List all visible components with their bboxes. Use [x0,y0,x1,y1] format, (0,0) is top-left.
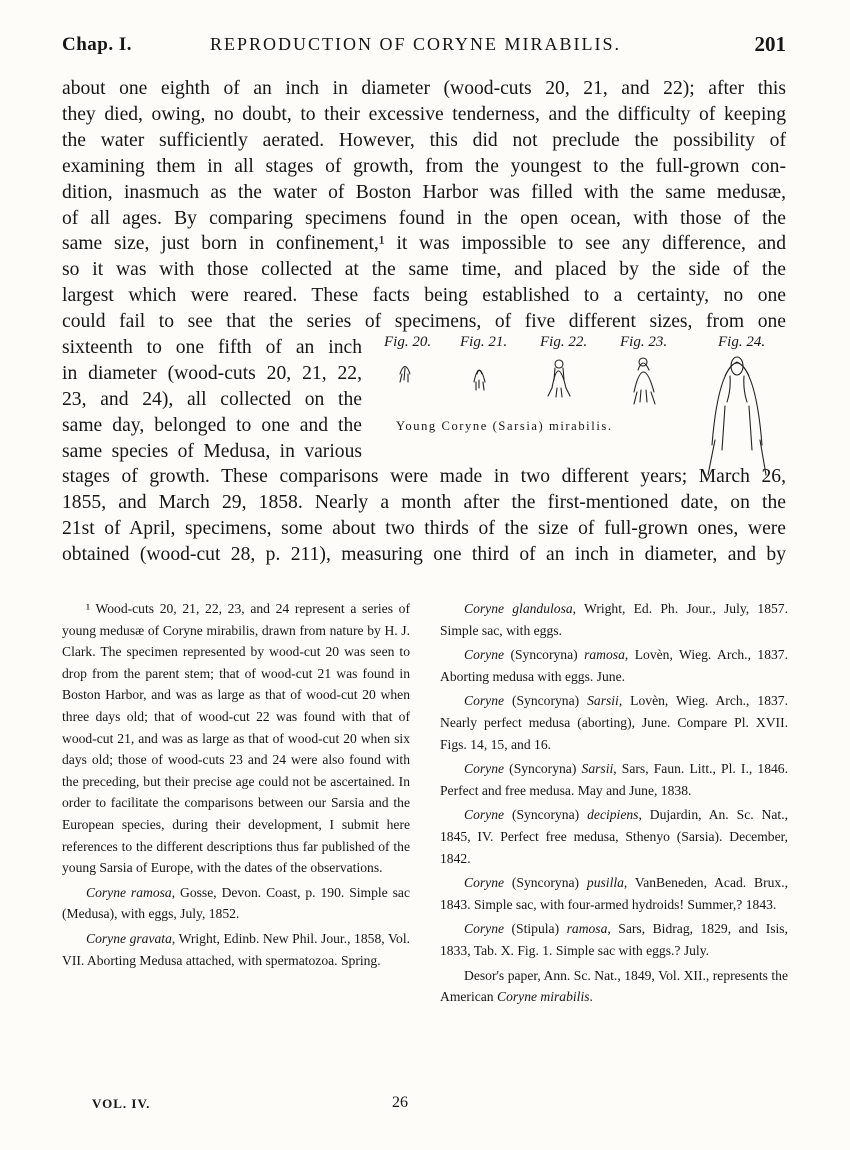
medusa-fig-24-drawing [708,357,766,475]
text-line: stages of growth. These comparisons were made in two different years; March 26, [62,466,786,488]
closing-text: Desor's paper, Ann. Sc. Nat., 1849, Vol. XII., represents the American [440,967,788,1005]
medusa-drawings [382,330,786,480]
medusa-fig-20-drawing [400,367,410,383]
species-name: Sarsii [587,693,619,709]
fig-label-23: Fig. 23. [620,334,668,351]
reference-text: , Lovèn, Wieg. Arch., 1837. Aborting medusa with eggs. June. [440,647,788,684]
species-name: Coryne mirabilis [497,989,590,1005]
fig-label-20: Fig. 20. [384,334,432,351]
species-name: ramosa [584,647,625,663]
running-title: REPRODUCTION OF CORYNE MIRABILIS. [210,34,622,54]
species-name: Coryne gravata [86,930,172,946]
footnote-column-right [440,598,788,1011]
reference-text: , Gosse, Devon. Coast, p. 190. Simple sac (Medusa), with eggs, July, 1852. [62,884,410,922]
genus-name: Coryne [464,647,505,663]
species-name: pusilla [586,875,624,891]
text-line: in diameter (wood-cuts 20, 21, 22, [62,362,362,384]
text-line: 1855, and March 29, 1858. Nearly a month after the first-mentioned date, on the [62,491,786,513]
reference-entry [62,928,410,971]
text-line: obtained (wood-cut 28, p. 211), measuring one third of an inch in diameter, and by [62,543,786,565]
reference-text: , Sars, Faun. Litt., Pl. I., 1846. Perfect and free medusa. May and June, 1838. [440,761,788,798]
text-line: 21st of April, specimens, some about two thirds of the size of full-grown ones, were [62,517,786,539]
species-name: Coryne glandulosa [464,601,573,616]
fig-label-24: Fig. 24. [718,334,766,351]
volume-label: VOL. IV. [92,1096,151,1111]
species-name: Coryne ramosa [86,884,172,900]
medusa-fig-23-drawing [634,358,655,404]
subgenus: (Stipula) [504,921,567,937]
medusa-fig-22-drawing [548,360,570,397]
page-number: 201 [754,32,786,56]
reference-entry [440,598,788,641]
reference-entry [62,882,410,925]
reference-entry [440,758,788,801]
footnote-column-left [62,598,410,974]
subgenus: (Syncoryna) [504,693,588,709]
text-with-figure [62,335,786,464]
text-line: same day, belonged to one and the [62,414,362,436]
figure-caption: Young Coryne (Sarsia) mirabilis. [396,419,613,434]
text-line: so it was with those collected at the same time, and placed by the side of the [62,259,786,281]
fig-label-22: Fig. 22. [540,334,588,351]
woodcut-figure [382,330,786,480]
text-line: about one eighth of an inch in diameter (wood-cuts 20, 21, and 22); after this [62,78,786,99]
text-line: of all ages. By comparing specimens found in the open ocean, with those of the [62,207,786,229]
text-line: they died, owing, no doubt, to their excessive tenderness, and the difficulty of keeping [62,103,786,125]
genus-name: Coryne [464,875,505,891]
reference-entry [440,644,788,687]
reference-text: , VanBeneden, Acad. Brux., 1843. Simple sac, with four-armed hydroids! Summer,? 1843. [440,875,788,912]
main-text [62,76,786,568]
closing-period: . [589,989,593,1005]
reference-entry [440,872,788,915]
species-name: Sarsii [581,761,614,777]
subgenus: (Syncoryna) [504,875,587,891]
paragraph-top [62,76,786,335]
running-header [62,30,786,64]
subgenus: (Syncoryna) [504,647,585,663]
reference-text: , Sars, Bidrag, 1829, and Isis, 1833, Tab. X. Fig. 1. Simple sac with eggs.? July. [440,921,789,958]
reference-entry [440,804,788,869]
subgenus: (Syncoryna) [504,761,582,777]
text-line: examining them in all stages of growth, from the youngest to the full-grown con- [62,155,786,177]
medusa-fig-21-drawing [474,370,485,390]
text-line: the water sufficiently aerated. However, this did not preclude the possibility of [62,129,786,151]
species-name: decipiens [587,807,639,823]
reference-text: , Lovèn, Wieg. Arch., 1837. Nearly perfect medusa (aborting), June. Compare Pl. XVII. Figs. 14, 15, and 16. [440,693,788,752]
text-line: same species of Medusa, in various [62,440,362,462]
species-name: ramosa [566,921,608,937]
genus-name: Coryne [464,761,505,777]
text-line: could fail to see that the series of specimens, of five different sizes, from one [62,311,786,333]
fig-label-21: Fig. 21. [460,334,508,351]
reference-text: , Wright, Ed. Ph. Jour., July, 1857. Simple sac, with eggs. [440,601,788,638]
genus-name: Coryne [464,921,505,937]
text-line: dition, inasmuch as the water of Boston Harbor was filled with the same medusæ, [62,181,786,203]
reference-text: , Wright, Edinb. New Phil. Jour., 1858, Vol. VII. Aborting Medusa attached, with spermatozoa. Spring. [62,930,410,968]
text-line: sixteenth to one fifth of an inch [62,337,362,359]
text-line: largest which were reared. These facts being established to a certainty, no one [62,285,786,307]
genus-name: Coryne [464,693,505,709]
subgenus: (Syncoryna) [504,807,588,823]
reference-entry [440,918,788,961]
closing-note [440,965,788,1008]
signature-mark: 26 [392,1094,408,1111]
text-line: 23, and 24), all collected on the [62,388,362,410]
chapter-label: Chap. I. [62,34,132,55]
footnote-text: ¹ Wood-cuts 20, 21, 22, 23, and 24 represent a series of young medusæ of Coryne mirabilis, drawn from nature by H. J. Clark. The specimen represented by wood-cut 20 was seen to drop from the parent stem; that of wood-cut 21 was found in Boston Harbor, and was as large as that of wood-cut 20 when three days old; that of wood-cut 22 was found with that of wood-cut 21, and was as large as that of wood-cut 20 when six days old; those of wood-cuts 23 and 24 were also found with the preceding, but their precise age could not be ascertained. In order to facilitate the comparisons between our Sarsia and the European species, during their development, I submit here references to the different descriptions thus far published of the young Sarsia of Europe, with the dates of the observations. [62,601,410,876]
genus-name: Coryne [464,807,505,823]
reference-text: , Dujardin, An. Sc. Nat., 1845, IV. Perfect free medusa, Sthenyo (Sarsia). December, 1842. [440,807,788,866]
reference-entry [440,690,788,755]
text-line: same size, just born in confinement,¹ it was impossible to see any difference, and [62,233,786,255]
wrapped-text [62,335,362,465]
